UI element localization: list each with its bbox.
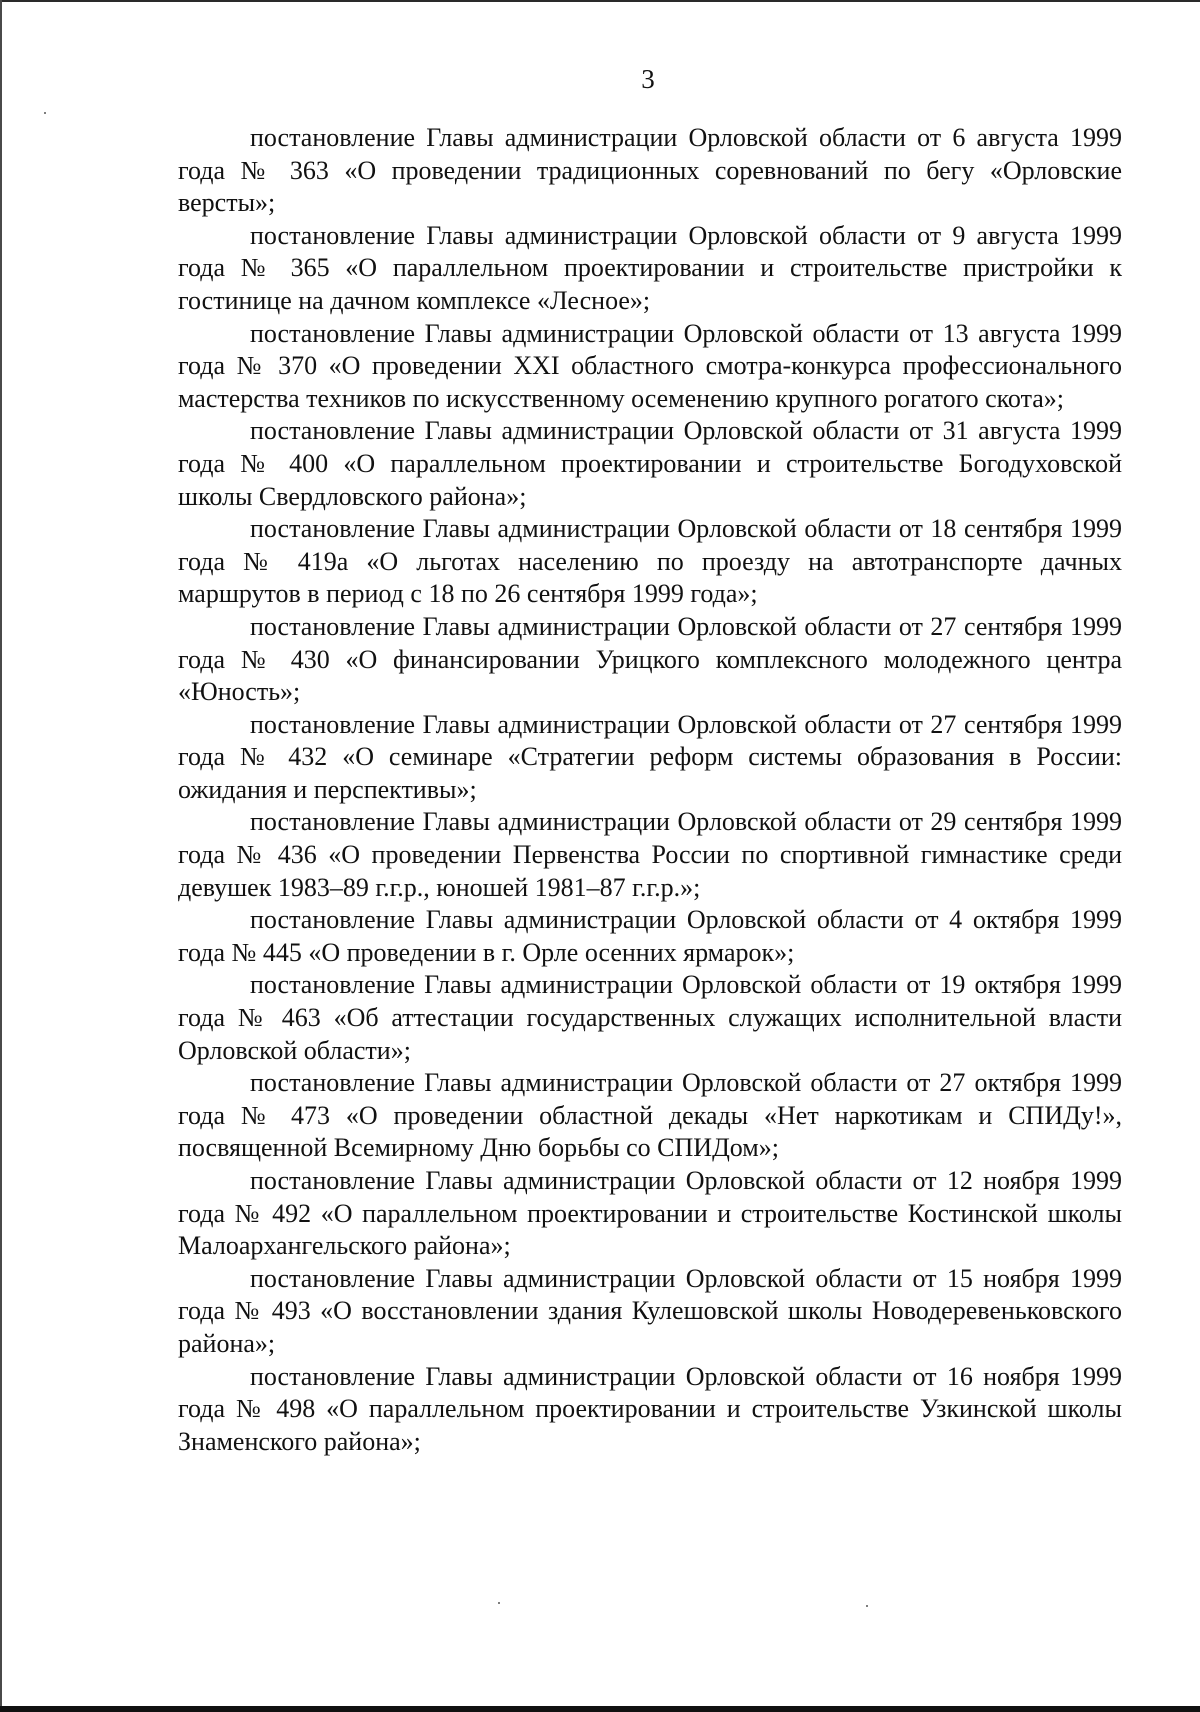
decree-entry: постановление Главы администрации Орловской области от 13 августа 1999 года № 370 «О проведении XXI областного смотра-конкурса профессионального мастерства техников по искусственному осеменению крупного рогатого скота»;: [178, 318, 1122, 413]
decree-entry: постановление Главы администрации Орловской области от 27 сентября 1999 года № 432 «О семинаре «Стратегии реформ системы образования в России: ожидания и перспективы»;: [178, 709, 1122, 804]
scan-edge-left: [0, 0, 2, 1712]
decree-entry: постановление Главы администрации Орловской области от 9 августа 1999 года № 365 «О параллельном проектировании и строительстве пристройки к гостинице на дачном комплексе «Лесное»;: [178, 220, 1122, 315]
decree-entry: постановление Главы администрации Орловской области от 27 октября 1999 года № 473 «О проведении областной декады «Нет наркотикам и СПИДу!», посвященной Всемирному Дню борьбы со СПИДом»;: [178, 1068, 1122, 1163]
decree-list: [178, 122, 1122, 1458]
decree-entry: постановление Главы администрации Орловской области от 12 ноября 1999 года № 492 «О параллельном проектировании и строительстве Костинской школы Малоархангельского района»;: [178, 1166, 1122, 1261]
scan-speck: [866, 1605, 868, 1607]
decree-entry: постановление Главы администрации Орловской области от 29 сентября 1999 года № 436 «О проведении Первенства России по спортивной гимнастике среди девушек 1983–89 г.г.р., юношей 1981–87 г.г.р.»;: [178, 807, 1122, 902]
decree-entry: постановление Главы администрации Орловской области от 4 октября 1999 года № 445 «О проведении в г. Орле осенних ярмарок»;: [178, 905, 1122, 967]
scan-edge-top: [0, 0, 1200, 2]
decree-entry: постановление Главы администрации Орловской области от 16 ноября 1999 года № 498 «О параллельном проектировании и строительстве Узкинской школы Знаменского района»;: [178, 1361, 1122, 1456]
scan-speck: [44, 112, 46, 114]
page-number: 3: [641, 64, 655, 94]
decree-entry: постановление Главы администрации Орловской области от 6 августа 1999 года № 363 «О проведении традиционных соревнований по бегу «Орловские версты»;: [178, 123, 1122, 218]
scan-speck: [498, 1602, 500, 1604]
decree-entry: постановление Главы администрации Орловской области от 15 ноября 1999 года № 493 «О восстановлении здания Кулешовской школы Новодеревеньковского района»;: [178, 1263, 1122, 1358]
decree-entry: постановление Главы администрации Орловской области от 27 сентября 1999 года № 430 «О финансировании Урицкого комплексного молодежного центра «Юность»;: [178, 611, 1122, 707]
scan-edge-bottom: [0, 1706, 1200, 1712]
decree-entry: постановление Главы администрации Орловской области от 31 августа 1999 года № 400 «О параллельном проектировании и строительстве Богодуховской школы Свердловского района»;: [178, 416, 1122, 511]
decree-entry: постановление Главы администрации Орловской области от 18 сентября 1999 года № 419а «О льготах населению по проезду на автотранспорте дачных маршрутов в период с 18 по 26 сентября 1999 года»;: [178, 514, 1122, 609]
decree-entry: постановление Главы администрации Орловской области от 19 октября 1999 года № 463 «Об аттестации государственных служащих исполнительной власти Орловской области»;: [178, 970, 1122, 1065]
